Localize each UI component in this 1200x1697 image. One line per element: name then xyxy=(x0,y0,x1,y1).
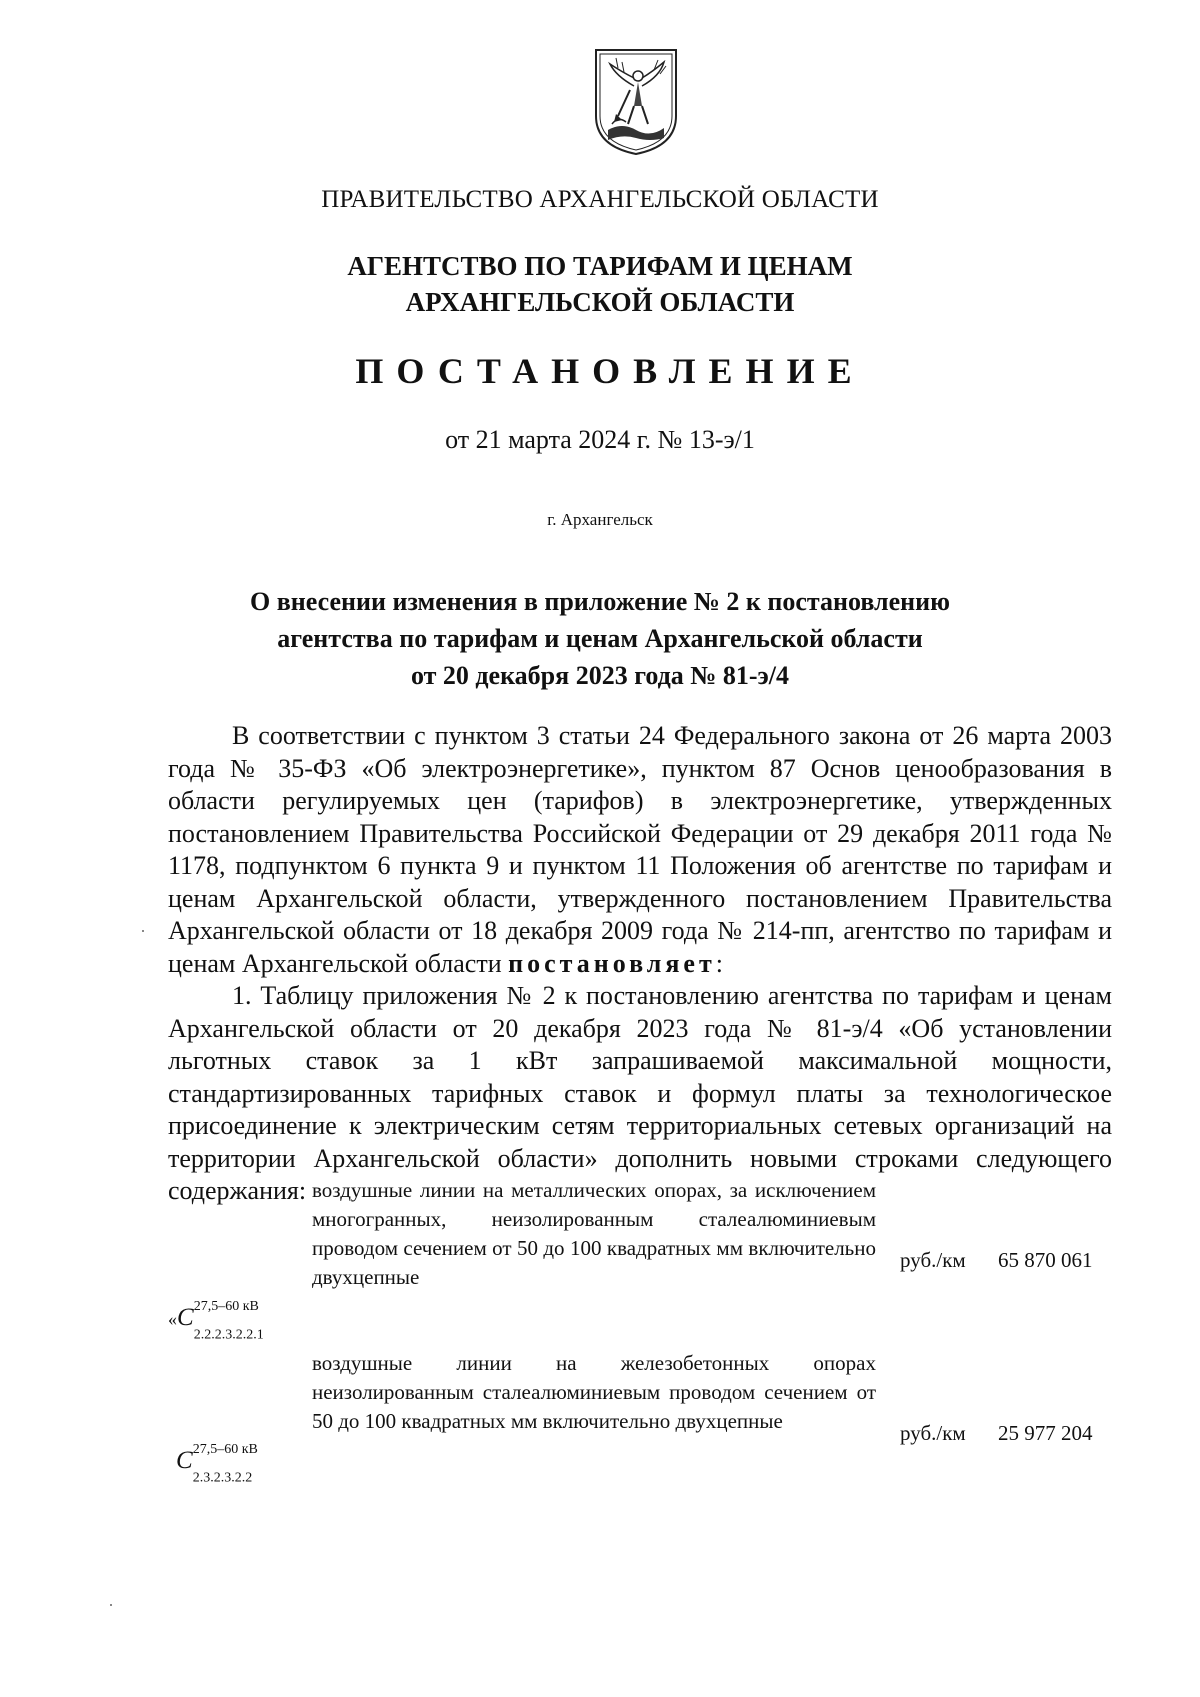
subject-line3: от 20 декабря 2023 года № 81-э/4 xyxy=(410,661,790,690)
document-type: ПОСТАНОВЛЕНИЕ xyxy=(355,351,865,391)
rate-unit: руб./км xyxy=(900,1248,966,1272)
rate-voltage: 27,5–60 кВ xyxy=(193,1299,259,1314)
rate-unit: руб./км xyxy=(900,1421,966,1445)
body-paragraph-1-end: : xyxy=(715,948,723,978)
agency-title xyxy=(0,248,1200,320)
document-city: г. Архангельск xyxy=(547,510,653,529)
agency-title-line2: АРХАНГЕЛЬСКОЙ ОБЛАСТИ xyxy=(405,287,795,317)
scan-speck xyxy=(142,930,144,932)
rate-symbol: C xyxy=(177,1303,194,1331)
agency-title-line1: АГЕНТСТВО ПО ТАРИФАМ И ЦЕНАМ xyxy=(347,251,853,281)
rate-voltage: 27,5–60 кВ xyxy=(192,1442,258,1457)
subject-line2: агентства по тарифам и ценам Архангельской области xyxy=(277,624,923,653)
document-date-number: от 21 марта 2024 г. № 13-э/1 xyxy=(445,425,755,454)
rate-description: воздушные линии на металлических опорах, за исключением многогранных, неизолированным сталеалюминиевым проводом сечением от 50 до 100 квадратных мм включительно двухцепные xyxy=(312,1178,876,1289)
rate-code xyxy=(168,1441,298,1487)
body-paragraph-2: 1. Таблицу приложения № 2 к постановлению агентства по тарифам и ценам Архангельской области от 20 декабря 2023 года № 81-э/4 «Об установлении льготных ставок за 1 кВт запрашиваемой максимальной мощности, стандартизированных тарифных ставок и формул платы за технологическое присоединение к электрическим сетям территориальных сетевых организаций на территории Архангельской области» дополнить новыми строками следующего содержания: xyxy=(168,981,1112,1205)
coat-of-arms-icon xyxy=(588,46,684,158)
rate-code xyxy=(168,1298,298,1344)
body-paragraph-1 xyxy=(168,720,1112,980)
document-subject xyxy=(0,583,1200,694)
rate-index: 2.3.2.3.2.2 xyxy=(192,1470,253,1486)
rate-value: 25 977 204 xyxy=(998,1421,1093,1445)
resolution-word: постановляет xyxy=(508,948,716,978)
document-body xyxy=(168,720,1112,1208)
rate-index: 2.2.2.3.2.2.1 xyxy=(193,1327,264,1343)
quote-prefix: « xyxy=(168,1308,177,1329)
scan-speck xyxy=(110,1604,112,1606)
subject-line1: О внесении изменения в приложение № 2 к постановлению xyxy=(250,587,950,616)
rate-value: 65 870 061 xyxy=(998,1248,1093,1272)
rate-description: воздушные линии на железобетонных опорах неизолированным сталеалюминиевым проводом сечением от 50 до 100 квадратных мм включительно двухцепные xyxy=(312,1351,876,1433)
rate-symbol: C xyxy=(176,1446,193,1474)
body-paragraph-1-text: В соответствии с пунктом 3 статьи 24 Федерального закона от 26 марта 2003 года № 35-ФЗ «Об электроэнергетике», пунктом 87 Основ ценообразования в области регулируемых цен (тарифов) в электроэнергетике, утвержденных постановлением Правительства Российской Федерации от 29 декабря 2011 года № 1178, подпунктом 6 пункта 9 и пунктом 11 Положения об агентстве по тарифам и ценам Архангельской области, утвержденного постановлением Правительства Архангельской области от 18 декабря 2009 года № 214-пп, агентство по тарифам и ценам Архангельской области xyxy=(168,721,1112,978)
government-title: ПРАВИТЕЛЬСТВО АРХАНГЕЛЬСКОЙ ОБЛАСТИ xyxy=(321,186,879,213)
